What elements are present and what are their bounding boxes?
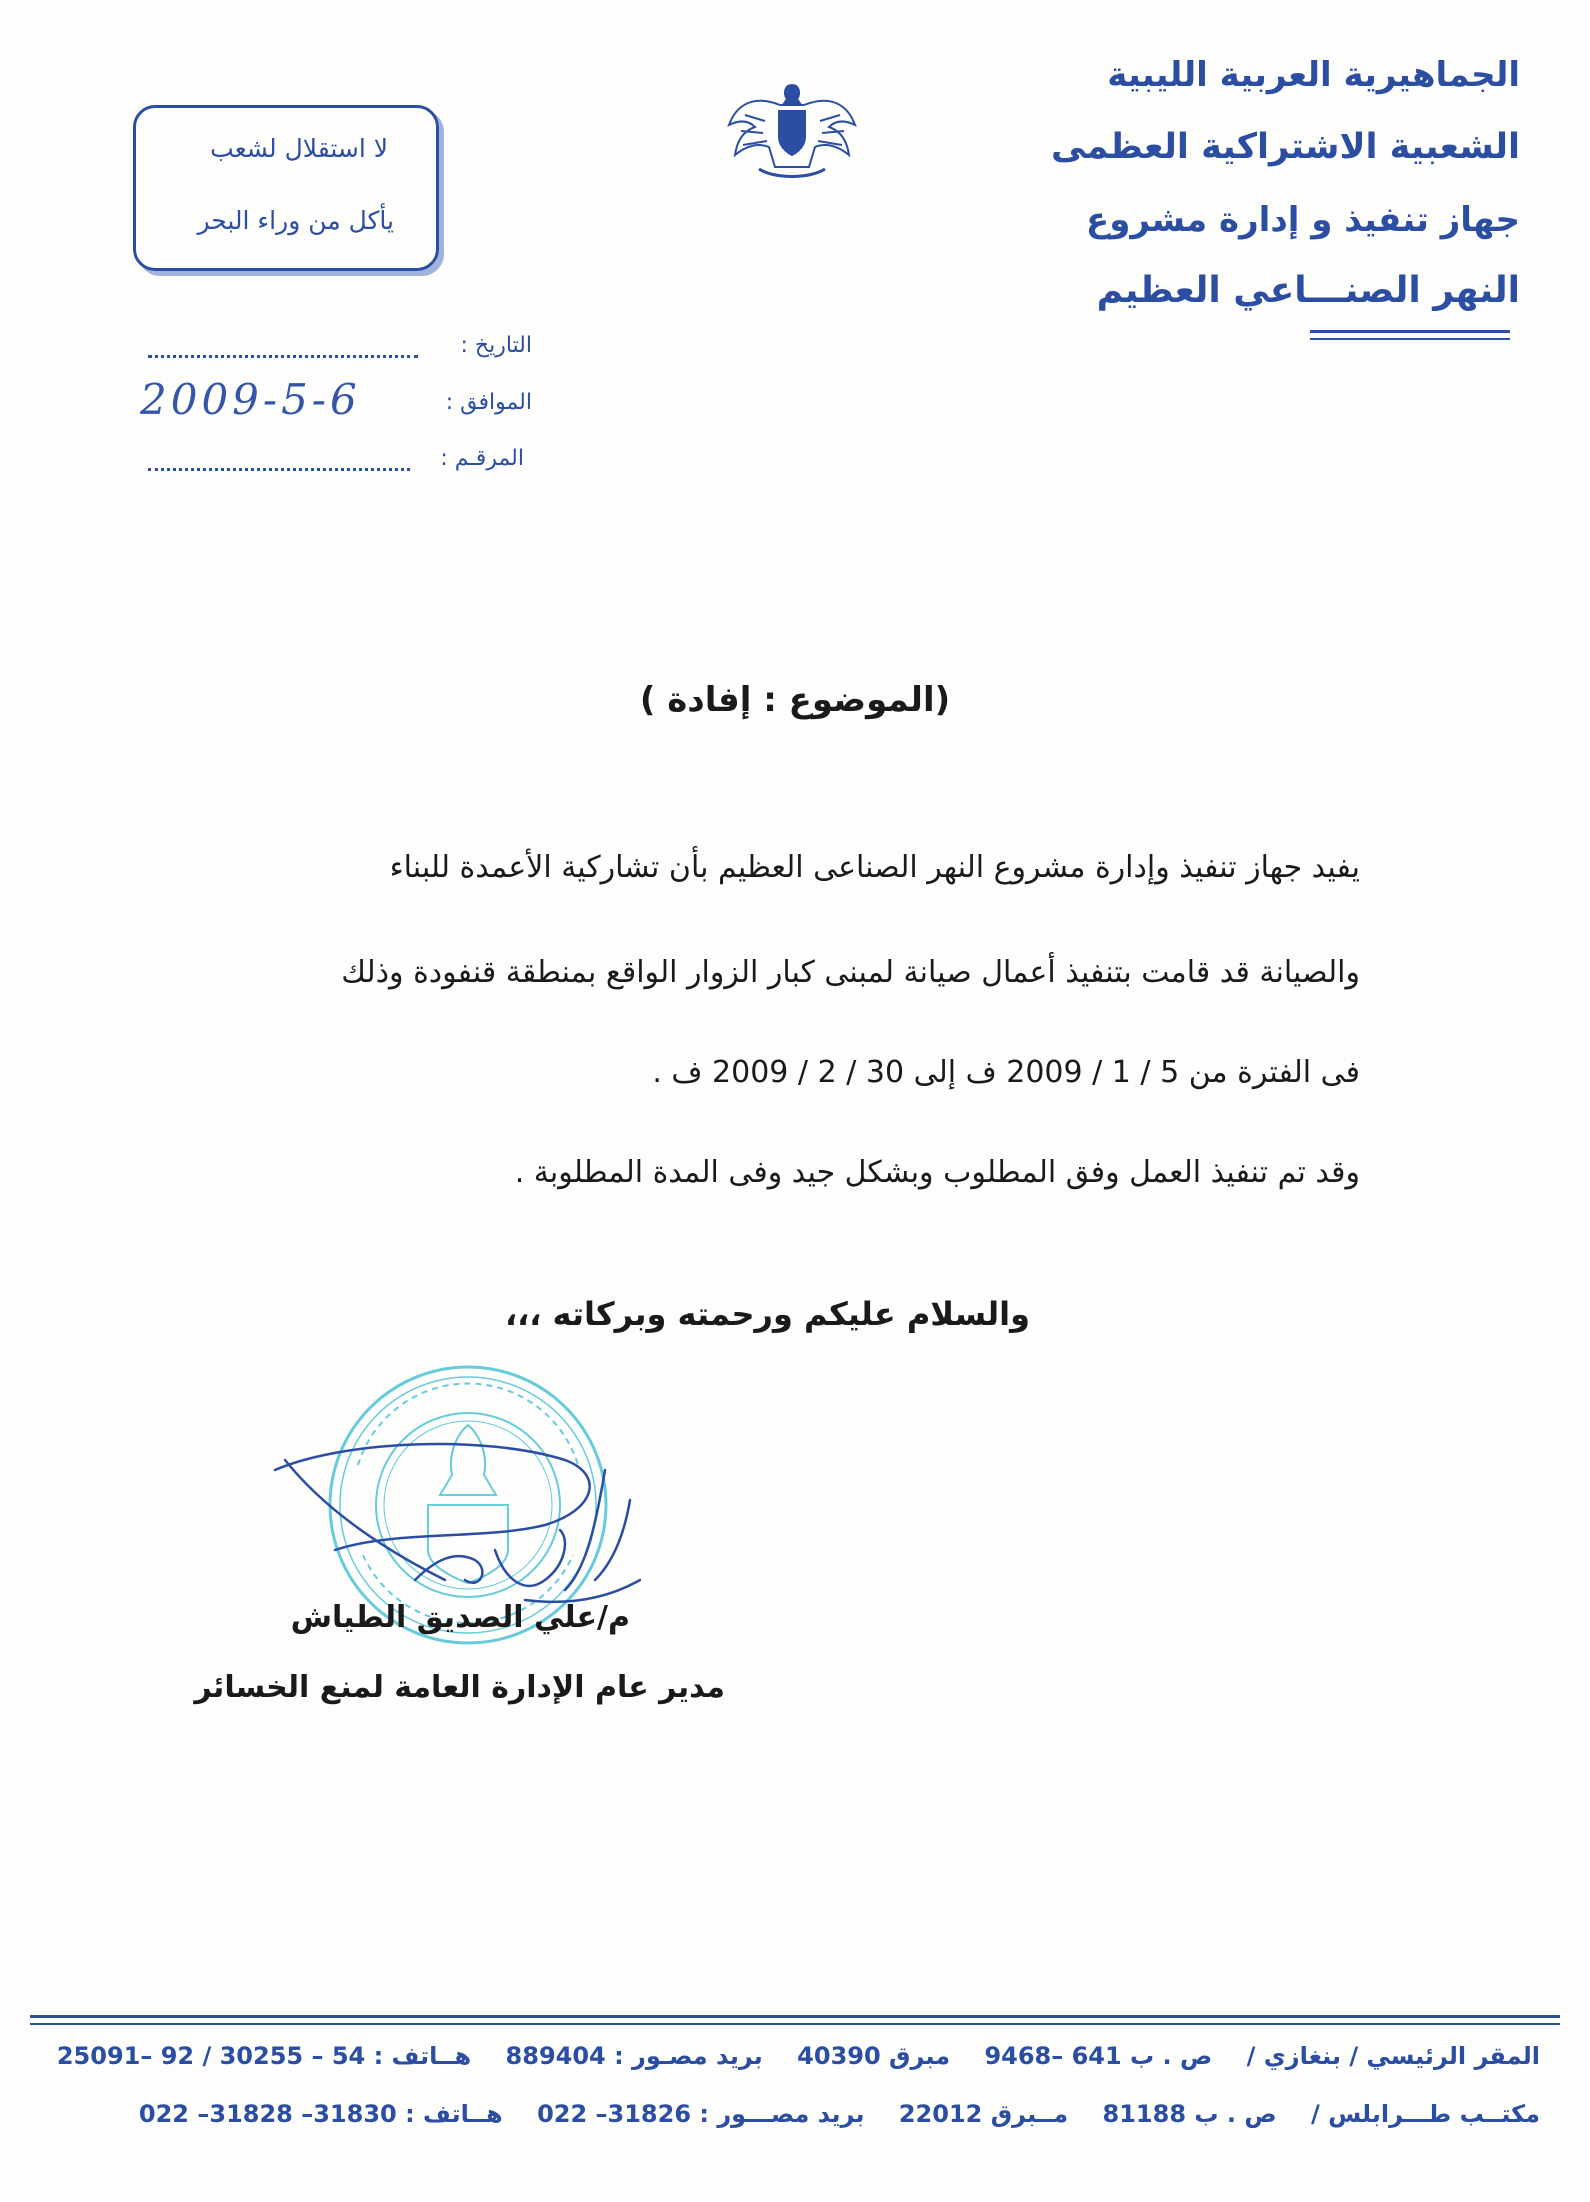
ref-label: المرقـم : xyxy=(440,446,524,471)
body-line-1: يفيد جهاز تنفيذ وإدارة مشروع النهر الصناعى العظيم بأن تشاركية الأعمدة للبناء xyxy=(389,850,1360,885)
footer-tripoli-phone: هــاتف : 31830– 31828– 022 xyxy=(138,2100,503,2128)
footer-tripoli-cable: مــبرق 22012 xyxy=(898,2100,1069,2128)
footer-rule-2 xyxy=(30,2023,1560,2025)
signer-title: مدير عام الإدارة العامة لمنع الخسائر xyxy=(194,1670,725,1705)
slogan-line-2: يأكل من وراء البحر xyxy=(197,206,394,235)
closing-greeting: والسلام عليكم ورحمته وبركاته ،،، xyxy=(504,1295,1030,1333)
date-label: التاريخ : xyxy=(460,333,532,358)
footer-hq-label: المقر الرئيسي / بنغازي / xyxy=(1246,2042,1540,2070)
letterhead-underline xyxy=(1310,330,1510,333)
footer-tripoli-pm: بريد مصـــور : 31826– 022 xyxy=(537,2100,865,2128)
letterhead-underline-2 xyxy=(1310,338,1510,340)
footer-rule xyxy=(30,2015,1560,2018)
handwritten-date: 2009-5-6 xyxy=(140,375,361,424)
letterhead-line-2: الشعبية الاشتراكية العظمى xyxy=(1051,127,1520,167)
letterhead-line-1: الجماهيرية العربية الليبية xyxy=(1107,55,1520,95)
body-line-2: والصيانة قد قامت بتنفيذ أعمال صيانة لمبنى كبار الزوار الواقع بمنطقة قنفودة وذلك xyxy=(341,955,1360,990)
slogan-box xyxy=(133,105,439,271)
eagle-emblem-icon xyxy=(725,75,860,185)
subject-heading: (الموضوع : إفادة ) xyxy=(639,680,951,720)
footer-hq-phone: هــاتف : 54 – 30255 / 92 –25091 xyxy=(56,2042,472,2070)
letterhead-line-4: النهر الصنـــاعي العظيم xyxy=(1096,270,1520,311)
body-line-3: فى الفترة من 5 / 1 / 2009 ف إلى 30 / 2 / 2009 ف . xyxy=(652,1055,1360,1090)
slogan-line-1: لا استقلال لشعب xyxy=(210,134,388,163)
footer-tripoli-pobox: ص . ب 81188 xyxy=(1102,2100,1277,2128)
signer-name: م/علي الصديق الطياش xyxy=(290,1600,630,1635)
footer-hq-pm: بريد مصـور : 889404 xyxy=(505,2042,763,2070)
date-dots xyxy=(148,355,418,358)
corresponding-label: الموافق : xyxy=(445,390,532,415)
footer-hq-cable: مبرق 40390 xyxy=(797,2042,951,2070)
footer-hq-pobox: ص . ب 641 –9468 xyxy=(984,2042,1213,2070)
footer-tripoli-line xyxy=(50,2100,1540,2128)
letterhead-line-3: جهاز تنفيذ و إدارة مشروع xyxy=(1086,200,1520,240)
footer-tripoli-label: مكتــب طـــرابلس / xyxy=(1310,2100,1540,2128)
body-line-4: وقد تم تنفيذ العمل وفق المطلوب وبشكل جيد وفى المدة المطلوبة . xyxy=(514,1155,1360,1190)
ref-dots xyxy=(148,468,410,471)
footer-hq-line xyxy=(50,2042,1540,2070)
